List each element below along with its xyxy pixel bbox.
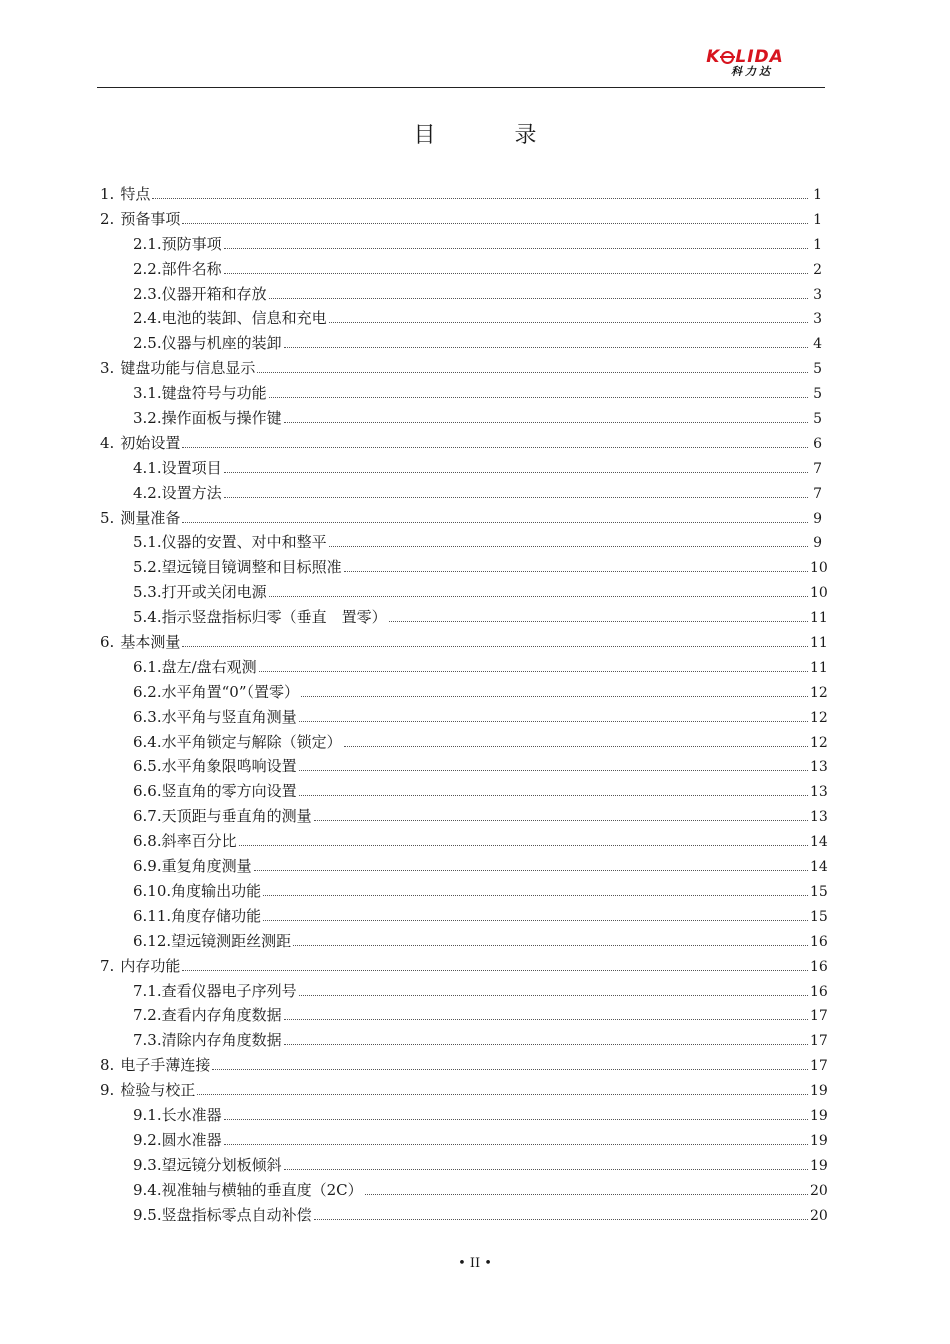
toc-entry-number: 4. [100, 433, 115, 452]
toc-entry-page: 20 [810, 1207, 828, 1224]
toc-entry[interactable] [97, 980, 828, 1005]
toc-entry[interactable] [97, 681, 828, 706]
toc-dot-leader [224, 471, 808, 473]
toc-entry-title: 部件名称 [161, 259, 222, 278]
toc-dot-leader [182, 446, 808, 448]
toc-entry-page: 1 [813, 236, 822, 253]
toc-dot-leader [269, 297, 808, 299]
toc-entry-title: 初始设置 [120, 433, 181, 452]
toc-entry[interactable] [97, 581, 828, 606]
toc-dot-leader [389, 620, 808, 622]
toc-entry-page: 13 [810, 809, 828, 826]
toc-entry-number: 2.2. [133, 259, 162, 278]
toc-entry-title: 重复角度测量 [161, 857, 252, 876]
toc-entry-page: 16 [810, 958, 828, 975]
toc-entry-page: 12 [810, 684, 828, 701]
toc-entry-title: 仪器开箱和存放 [161, 284, 267, 303]
toc-dot-leader [182, 969, 808, 971]
toc-entry-number: 2.4. [133, 309, 162, 328]
toc-dot-leader [152, 197, 808, 199]
toc-dot-leader [182, 521, 808, 523]
toc-entry[interactable] [97, 880, 828, 905]
toc-dot-leader [224, 247, 808, 249]
page-header [97, 40, 825, 88]
toc-entry[interactable] [97, 731, 828, 756]
logo-circle-icon [721, 51, 734, 64]
toc-entry-page: 11 [810, 635, 828, 652]
toc-entry[interactable] [97, 1054, 828, 1079]
toc-dot-leader [344, 745, 808, 747]
toc-entry-title: 查看内存角度数据 [161, 1006, 282, 1025]
toc-entry-number: 1. [100, 185, 115, 203]
toc-entry-page: 15 [810, 883, 828, 900]
toc-entry-page: 17 [810, 1033, 828, 1050]
toc-entry-number: 6.3. [133, 707, 162, 726]
toc-dot-leader [329, 545, 808, 547]
toc-entry-title: 仪器与机座的装卸 [161, 334, 282, 353]
toc-entry-number: 5.1. [133, 533, 162, 552]
toc-dot-leader [299, 720, 808, 722]
toc-entry-number: 7. [100, 956, 115, 975]
toc-entry-page: 20 [810, 1182, 828, 1199]
kolida-logo [705, 48, 785, 78]
toc-entry-title: 角度输出功能 [171, 881, 262, 900]
toc-entry-title: 水平角置“0”（置零） [161, 682, 300, 701]
toc-entry[interactable] [97, 1004, 828, 1029]
toc-entry-page: 2 [813, 261, 822, 278]
toc-entry[interactable] [97, 905, 828, 930]
toc-dot-leader [284, 1018, 808, 1020]
toc-entry[interactable] [97, 755, 828, 780]
toc-entry-title: 望远镜分划板倾斜 [161, 1155, 282, 1174]
toc-entry-number: 5. [100, 508, 115, 527]
toc-entry-title: 仪器的安置、对中和整平 [161, 533, 327, 552]
logo-letter-k: K [706, 47, 721, 67]
toc-dot-leader [263, 894, 808, 896]
toc-entry-title: 水平角象限鸣响设置 [161, 757, 297, 776]
toc-entry-page: 12 [810, 709, 828, 726]
toc-dot-leader [344, 570, 808, 572]
toc-entry-title: 键盘功能与信息显示 [120, 359, 256, 378]
toc-dot-leader [182, 222, 808, 224]
toc-entry[interactable] [97, 457, 825, 482]
toc-entry-title: 竖直角的零方向设置 [161, 782, 297, 801]
toc-entry-number: 6.7. [133, 807, 162, 826]
toc-dot-leader [224, 1118, 808, 1120]
toc-entry[interactable] [97, 631, 828, 656]
toc-entry[interactable] [97, 307, 825, 332]
toc-entry[interactable] [97, 1029, 828, 1054]
toc-entry-number: 6.12. [133, 931, 172, 950]
toc-entry[interactable] [97, 407, 825, 432]
toc-dot-leader [269, 595, 808, 597]
toc-entry-number: 3. [100, 359, 115, 378]
toc-entry-title: 角度存储功能 [171, 906, 262, 925]
toc-entry-page: 11 [810, 659, 828, 676]
toc-entry[interactable] [97, 507, 825, 532]
toc-dot-leader [284, 421, 808, 423]
toc-entry-page: 1 [813, 211, 822, 228]
toc-entry-title: 特点 [120, 185, 151, 203]
page-title: 目 录 [413, 123, 573, 148]
toc-entry[interactable] [97, 1129, 828, 1154]
toc-dot-leader [299, 994, 808, 996]
toc-entry-title: 操作面板与操作键 [161, 409, 282, 428]
toc-entry[interactable] [97, 656, 828, 681]
toc-dot-leader [301, 695, 808, 697]
toc-entry-title: 电池的装卸、信息和充电 [161, 309, 327, 328]
toc-entry[interactable] [97, 805, 828, 830]
toc-dot-leader [329, 321, 808, 323]
toc-entry[interactable] [97, 706, 828, 731]
toc-entry-number: 9.3. [133, 1155, 162, 1174]
toc-entry[interactable] [97, 930, 828, 955]
toc-entry[interactable] [97, 283, 825, 308]
toc-entry-page: 14 [810, 834, 828, 851]
toc-entry[interactable] [97, 780, 828, 805]
toc-entry-number: 6.1. [133, 657, 162, 676]
toc-entry-number: 6.9. [133, 857, 162, 876]
toc-entry-title: 望远镜目镜调整和目标照准 [161, 558, 342, 577]
toc-entry[interactable] [97, 382, 825, 407]
page-number: • II • [458, 1256, 492, 1271]
toc-entry[interactable] [97, 258, 825, 283]
toc-dot-leader [299, 769, 808, 771]
toc-entry-number: 7.1. [133, 981, 162, 1000]
toc-dot-leader [224, 496, 808, 498]
toc-entry[interactable] [97, 357, 825, 382]
toc-entry-number: 8. [100, 1056, 115, 1075]
logo-chinese-name: 科力达 [731, 65, 773, 78]
toc-entry-page: 19 [810, 1157, 828, 1174]
toc-entry[interactable] [97, 183, 825, 208]
toc-entry[interactable] [97, 855, 828, 880]
toc-entry[interactable] [97, 1179, 828, 1204]
toc-entry-number: 6.10. [133, 881, 172, 900]
toc-dot-leader [254, 869, 808, 871]
toc-entry-title: 竖盘指标零点自动补偿 [161, 1205, 312, 1224]
toc-entry-title: 水平角锁定与解除（锁定） [161, 732, 342, 751]
toc-entry-page: 5 [813, 361, 822, 378]
toc-entry-number: 2.5. [133, 334, 162, 353]
toc-dot-leader [284, 346, 808, 348]
table-of-contents [97, 183, 828, 1228]
toc-entry-number: 7.2. [133, 1006, 162, 1025]
toc-entry[interactable] [97, 482, 825, 507]
toc-entry-page: 13 [810, 759, 828, 776]
toc-entry-title: 水平角与竖直角测量 [161, 707, 297, 726]
toc-dot-leader [314, 819, 808, 821]
toc-entry-number: 3.2. [133, 409, 162, 428]
toc-entry-title: 键盘符号与功能 [161, 384, 267, 403]
toc-entry-number: 6.8. [133, 832, 162, 851]
toc-entry-page: 19 [810, 1107, 828, 1124]
toc-entry-number: 9.1. [133, 1105, 162, 1124]
toc-entry-number: 2. [100, 209, 115, 228]
toc-entry-number: 5.3. [133, 583, 162, 602]
toc-entry-title: 预防事项 [161, 234, 222, 253]
toc-entry-title: 检验与校正 [120, 1081, 196, 1100]
toc-entry-number: 4.1. [133, 458, 162, 477]
toc-entry-number: 5.2. [133, 558, 162, 577]
toc-dot-leader [212, 1068, 808, 1070]
toc-entry[interactable] [97, 1079, 828, 1104]
toc-entry[interactable] [97, 432, 825, 457]
toc-dot-leader [182, 645, 808, 647]
toc-entry-title: 望远镜测距丝测距 [171, 931, 292, 950]
toc-entry[interactable] [97, 233, 825, 258]
toc-entry-page: 16 [810, 983, 828, 1000]
toc-entry-title: 设置项目 [161, 458, 222, 477]
toc-entry-page: 7 [813, 485, 822, 502]
toc-dot-leader [284, 1168, 808, 1170]
toc-dot-leader [259, 670, 808, 672]
toc-entry-title: 指示竖盘指标归零（垂直 置零） [161, 608, 387, 627]
toc-entry-title: 打开或关闭电源 [161, 583, 267, 602]
toc-entry-page: 17 [810, 1008, 828, 1025]
toc-entry-page: 19 [810, 1083, 828, 1100]
toc-entry-page: 5 [813, 411, 822, 428]
toc-entry-number: 5.4. [133, 608, 162, 627]
toc-entry-title: 盘左/盘右观测 [161, 657, 257, 676]
toc-entry-page: 13 [810, 784, 828, 801]
toc-entry[interactable] [97, 556, 828, 581]
logo-wordmark [705, 48, 785, 66]
toc-dot-leader [269, 396, 808, 398]
toc-entry-title: 基本测量 [120, 633, 181, 652]
toc-entry-page: 19 [810, 1132, 828, 1149]
toc-entry[interactable] [97, 606, 828, 631]
toc-entry-page: 10 [810, 585, 828, 602]
toc-entry-page: 6 [813, 435, 822, 452]
toc-entry-number: 3.1. [133, 384, 162, 403]
toc-dot-leader [197, 1093, 808, 1095]
toc-entry-page: 1 [813, 187, 822, 203]
toc-entry-title: 清除内存角度数据 [161, 1031, 282, 1050]
toc-entry-number: 9. [100, 1081, 115, 1100]
toc-entry-title: 测量准备 [120, 508, 181, 527]
toc-entry-page: 16 [810, 933, 828, 950]
toc-entry-number: 6.2. [133, 682, 162, 701]
toc-entry-page: 3 [813, 286, 822, 303]
toc-dot-leader [263, 919, 808, 921]
toc-dot-leader [284, 1043, 808, 1045]
toc-entry-number: 2.3. [133, 284, 162, 303]
toc-entry-title: 视准轴与横轴的垂直度（2C） [161, 1180, 363, 1199]
toc-dot-leader [257, 371, 808, 373]
toc-entry-page: 9 [813, 535, 822, 552]
toc-entry-title: 斜率百分比 [161, 832, 237, 851]
toc-entry-title: 内存功能 [120, 956, 181, 975]
toc-entry-title: 长水准器 [161, 1105, 222, 1124]
toc-entry[interactable] [97, 830, 828, 855]
toc-entry[interactable] [97, 955, 828, 980]
toc-entry-title: 设置方法 [161, 483, 222, 502]
toc-entry-number: 6.5. [133, 757, 162, 776]
toc-entry-number: 9.4. [133, 1180, 162, 1199]
toc-entry-page: 4 [813, 336, 822, 353]
toc-entry-number: 2.1. [133, 234, 162, 253]
toc-entry-page: 9 [813, 510, 822, 527]
toc-entry-number: 9.2. [133, 1130, 162, 1149]
toc-entry[interactable] [97, 1204, 828, 1229]
toc-dot-leader [365, 1193, 808, 1195]
toc-entry-page: 15 [810, 908, 828, 925]
toc-entry-page: 11 [810, 610, 828, 627]
toc-dot-leader [224, 272, 808, 274]
toc-entry[interactable] [97, 531, 825, 556]
toc-entry-page: 3 [813, 311, 822, 328]
toc-entry-title: 查看仪器电子序列号 [161, 981, 297, 1000]
toc-dot-leader [224, 1143, 808, 1145]
toc-entry-number: 6.11. [133, 906, 172, 925]
logo-letters-lida: LIDA [735, 47, 784, 67]
toc-entry-page: 5 [813, 386, 822, 403]
toc-entry[interactable] [97, 208, 825, 233]
toc-entry-number: 6. [100, 633, 115, 652]
toc-entry-title: 圆水准器 [161, 1130, 222, 1149]
toc-entry-page: 7 [813, 460, 822, 477]
toc-entry-number: 6.6. [133, 782, 162, 801]
toc-entry[interactable] [97, 1154, 828, 1179]
toc-dot-leader [239, 844, 808, 846]
toc-entry-page: 14 [810, 859, 828, 876]
toc-entry-number: 7.3. [133, 1031, 162, 1050]
toc-entry-number: 4.2. [133, 483, 162, 502]
toc-entry-page: 10 [810, 560, 828, 577]
toc-entry-title: 预备事项 [120, 209, 181, 228]
toc-entry-title: 天顶距与垂直角的测量 [161, 807, 312, 826]
toc-entry-number: 9.5. [133, 1205, 162, 1224]
toc-entry[interactable] [97, 1104, 828, 1129]
toc-entry-page: 12 [810, 734, 828, 751]
toc-entry[interactable] [97, 332, 825, 357]
toc-entry-page: 17 [810, 1058, 828, 1075]
toc-dot-leader [293, 944, 808, 946]
toc-dot-leader [314, 1218, 808, 1220]
toc-dot-leader [299, 794, 808, 796]
toc-entry-number: 6.4. [133, 732, 162, 751]
toc-entry-title: 电子手薄连接 [120, 1056, 211, 1075]
